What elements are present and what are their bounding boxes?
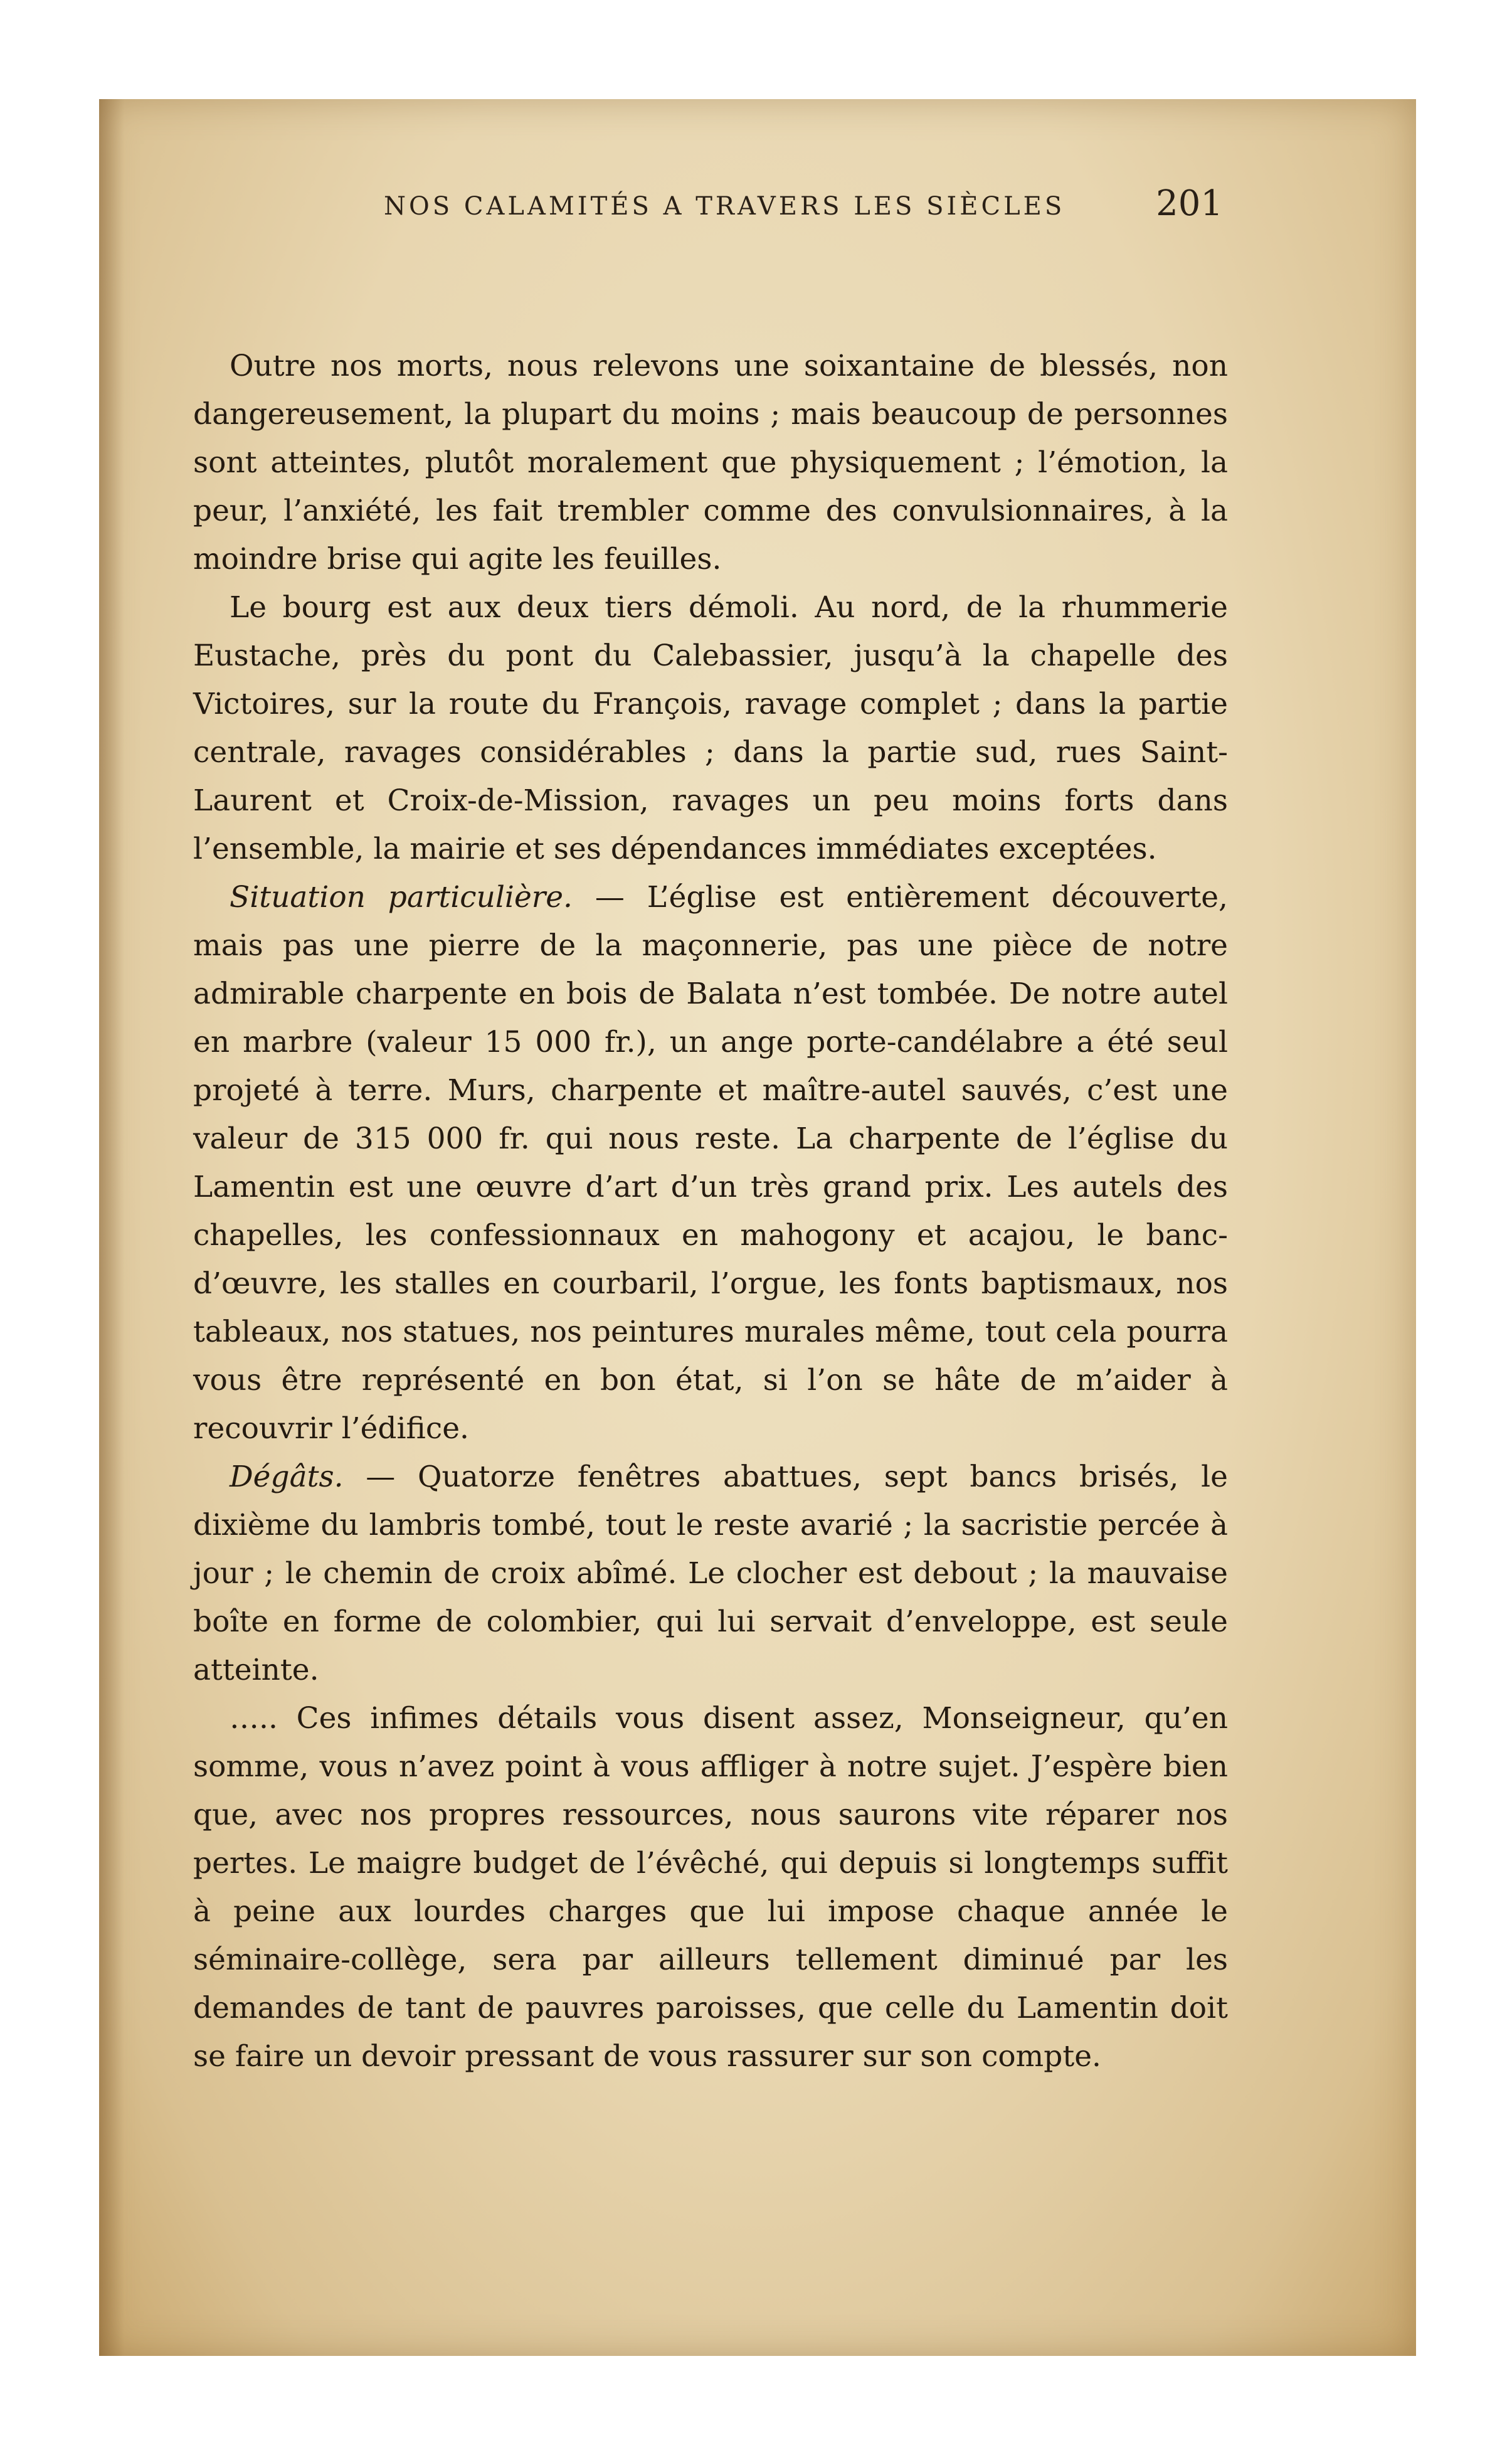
page-number: 201 (1156, 183, 1223, 224)
paragraph (193, 1453, 1228, 1694)
paragraph (193, 342, 1228, 583)
paragraph (193, 583, 1228, 873)
paragraph (193, 873, 1228, 1453)
page-header (169, 183, 1223, 233)
paragraph-text: Outre nos morts, nous relevons une soixantaine de blessés, non dangereusement, la plupart du moins ; mais beaucoup de personnes sont atteintes, plutôt moralement que physiquement ; l’émotion, la peur, l’anxiété, les fait trembler comme des convulsionnaires, à la moindre brise qui agite les feuilles. (193, 349, 1228, 576)
paragraph-text: — Quatorze fenêtres abattues, sept bancs brisés, le dixième du lambris tombé, tout le reste avarié ; la sacristie percée à jour ; le chemin de croix abîmé. Le clocher est debout ; la mauvaise boîte en forme de colombier, qui lui servait d’enveloppe, est seule atteinte. (193, 1460, 1228, 1687)
running-head: NOS CALAMITÉS A TRAVERS LES SIÈCLES (384, 192, 1065, 221)
section-label: Dégâts. (230, 1460, 344, 1494)
paragraph-text: ….. Ces infimes détails vous disent assez, Monseigneur, qu’en somme, vous n’avez point à vous affliger à notre sujet. J’espère bien que, avec nos propres ressources, nous saurons vite réparer nos pertes. Le maigre budget de l’évêché, qui depuis si longtemps suffit à peine aux lourdes charges que lui impose chaque année le séminaire-collège, sera par ailleurs tellement diminué par les demandes de tant de pauvres paroisses, que celle du Lamentin doit se faire un devoir pressant de vous rassurer sur son compte. (193, 1701, 1228, 2074)
paragraph (193, 1694, 1228, 2081)
body-text (193, 342, 1228, 2081)
section-label: Situation particulière. (230, 880, 573, 915)
paragraph-text: — L’église est entièrement découverte, mais pas une pierre de la maçonnerie, pas une pièce de notre admirable charpente en bois de Balata n’est tombée. De notre autel en marbre (valeur 15 000 fr.), un ange porte-candélabre a été seul projeté à terre. Murs, charpente et maître-autel sauvés, c’est une valeur de 315 000 fr. qui nous reste. La charpente de l’église du Lamentin est une œuvre d’art d’un très grand prix. Les autels des chapelles, les confessionnaux en mahogony et acajou, le banc-d’œuvre, les stalles en courbaril, l’orgue, les fonts baptismaux, nos tableaux, nos statues, nos peintures murales même, tout cela pourra vous être représenté en bon état, si l’on se hâte de m’aider à recouvrir l’édifice. (193, 880, 1228, 1446)
paragraph-text: Le bourg est aux deux tiers démoli. Au nord, de la rhummerie Eustache, près du pont du Calebassier, jusqu’à la chapelle des Victoires, sur la route du François, ravage complet ; dans la partie centrale, ravages considérables ; dans la partie sud, rues Saint-Laurent et Croix-de-Mission, ravages un peu moins forts dans l’ensemble, la mairie et ses dépendances immédiates exceptées. (193, 590, 1228, 866)
